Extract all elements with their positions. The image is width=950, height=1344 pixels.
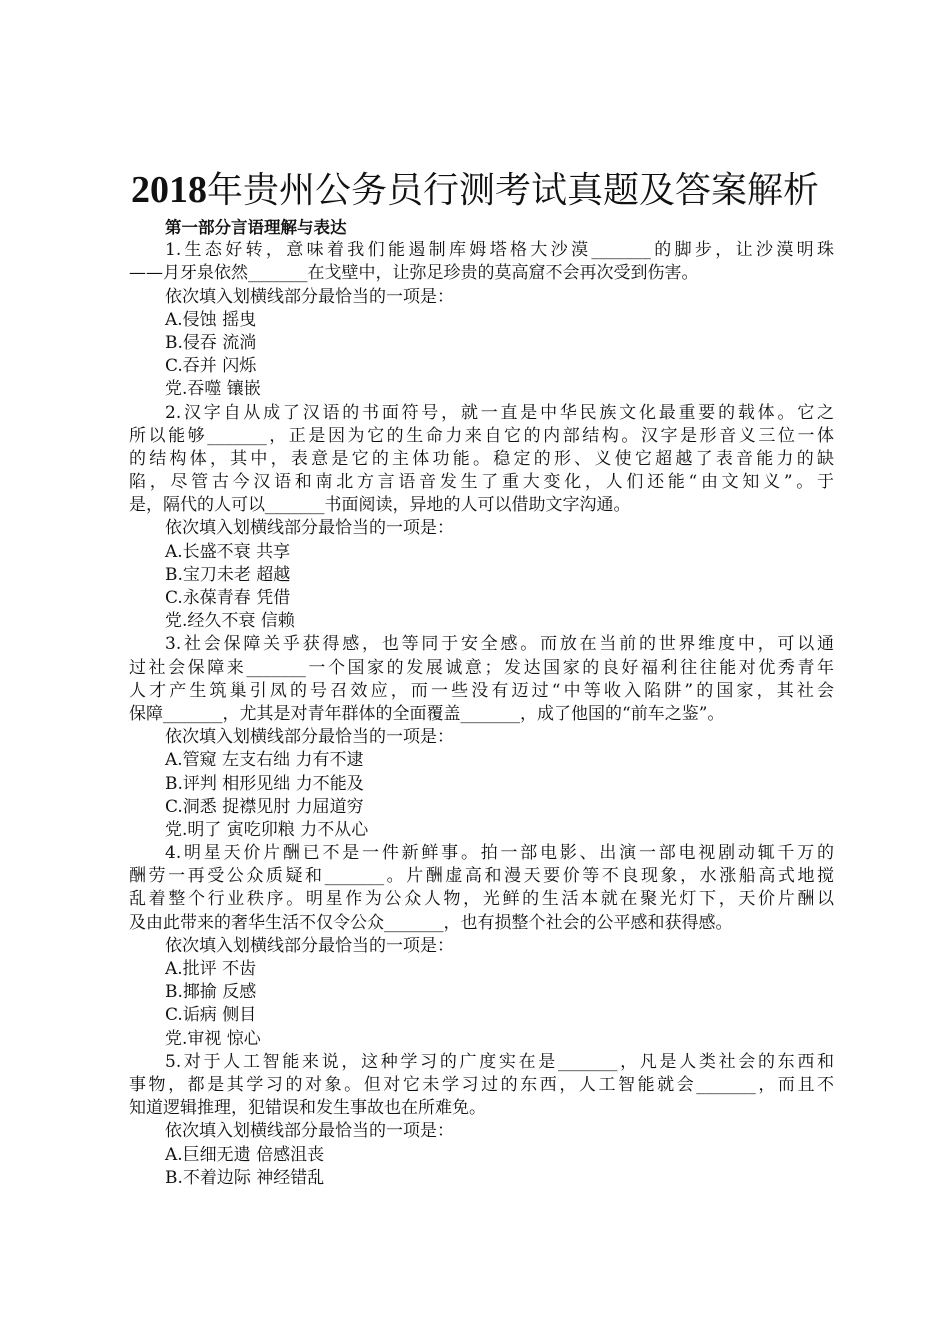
question-3-option-c: C.洞悉 捉襟见肘 力屈道穷 bbox=[165, 796, 364, 817]
question-1-option-a: A.侵蚀 摇曳 bbox=[165, 309, 257, 330]
question-3-option-d: 党.明了 寅吃卯粮 力不从心 bbox=[165, 819, 369, 840]
question-2 bbox=[129, 402, 834, 634]
question-5-prompt: 依次填入划横线部分最恰当的一项是： bbox=[165, 1121, 454, 1142]
question-5-option-b: B.不着边际 神经错乱 bbox=[165, 1167, 325, 1188]
question-3-line-4: 保障_______，尤其是对青年群体的全面覆盖_______，成了他国的“前车之鉴”。 bbox=[129, 703, 725, 724]
question-4-line-3: 乱着整个行业秩序。明星作为公众人物，光鲜的生活本就在聚光灯下，天价片酬以 bbox=[129, 889, 834, 910]
question-4-option-b: B.揶揄 反感 bbox=[165, 982, 257, 1003]
question-2-line-2: 所以能够_______，正是因为它的生命力来自它的内部结构。汉字是形音义三位一体 bbox=[129, 425, 834, 446]
question-5 bbox=[129, 1051, 834, 1190]
question-4-line-4: 及由此带来的奢华生活不仅令公众_______，也有损整个社会的公平感和获得感。 bbox=[129, 912, 733, 933]
question-3-line-3: 人才产生筑巢引凤的号召效应，而一些没有迈过“中等收入陷阱”的国家，其社会 bbox=[129, 680, 834, 701]
question-3-option-b: B.评判 相形见绌 力不能及 bbox=[165, 773, 364, 794]
document-body bbox=[129, 216, 834, 1190]
question-4-line-1: 4.明星天价片酬已不是一件新鲜事。拍一部电影、出演一部电视剧动辄千万的 bbox=[165, 843, 834, 864]
question-2-option-a: A.长盛不衰 共享 bbox=[165, 541, 291, 562]
question-2-line-5: 是，隔代的人可以_______书面阅读，异地的人可以借助文字沟通。 bbox=[129, 495, 631, 516]
question-4-option-a: A.批评 不齿 bbox=[165, 959, 257, 979]
question-2-option-d: 党.经久不衰 信赖 bbox=[165, 611, 295, 632]
question-3 bbox=[129, 633, 834, 842]
question-1 bbox=[129, 239, 834, 401]
question-3-line-1: 3.社会保障关乎获得感，也等同于安全感。而放在当前的世界维度中，可以通 bbox=[165, 634, 834, 655]
question-1-prompt: 依次填入划横线部分最恰当的一项是： bbox=[165, 286, 454, 307]
question-5-line-3: 知道逻辑推理，犯错误和发生事故也在所难免。 bbox=[129, 1098, 486, 1119]
section-heading: 第一部分言语理解与表达 bbox=[165, 218, 347, 237]
question-4-option-d: 党.审视 惊心 bbox=[165, 1028, 261, 1049]
question-1-option-c: C.吞并 闪烁 bbox=[165, 356, 257, 377]
question-4-option-c: C.诟病 侧目 bbox=[165, 1005, 257, 1026]
question-2-line-4: 陷，尽管古今汉语和南北方言语音发生了重大变化，人们还能“由文知义”。于 bbox=[129, 472, 834, 493]
question-5-line-2: 事物，都是其学习的对象。但对它未学习过的东西，人工智能就会_______，而且不 bbox=[129, 1074, 834, 1095]
title-text: 年贵州公务员行测考试真题及答案解析 bbox=[206, 170, 819, 211]
question-2-option-c: C.永葆青春 凭借 bbox=[165, 588, 291, 608]
question-1-option-b: B.侵吞 流淌 bbox=[165, 332, 257, 353]
question-5-line-1: 5.对于人工智能来说，这种学习的广度实在是_______，凡是人类社会的东西和 bbox=[165, 1051, 834, 1072]
question-4 bbox=[129, 842, 834, 1051]
question-2-option-b: B.宝刀未老 超越 bbox=[165, 564, 291, 585]
question-3-option-a: A.管窥 左支右绌 力有不逮 bbox=[165, 750, 364, 771]
question-1-option-d: 党.吞噬 镶嵌 bbox=[165, 379, 261, 400]
question-3-line-2: 过社会保障来_______一个国家的发展诚意；发达国家的良好福利往往能对优秀青年 bbox=[129, 657, 834, 678]
question-4-prompt: 依次填入划横线部分最恰当的一项是： bbox=[165, 935, 454, 956]
title-year: 2018 bbox=[130, 169, 207, 211]
question-1-line-2: ——月牙泉依然_______在戈壁中，让弥足珍贵的莫高窟不会再次受到伤害。 bbox=[129, 263, 699, 284]
question-2-line-3: 的结构体，其中，表意是它的主体功能。稳定的形、义使它超越了表音能力的缺 bbox=[129, 448, 834, 469]
question-4-line-2: 酬劳一再受公众质疑和_______。片酬虚高和漫天要价等不良现象，水涨船高式地搅 bbox=[129, 866, 834, 887]
question-2-line-1: 2.汉字自从成了汉语的书面符号，就一直是中华民族文化最重要的载体。它之 bbox=[165, 402, 834, 423]
question-3-prompt: 依次填入划横线部分最恰当的一项是： bbox=[165, 727, 454, 748]
question-2-prompt: 依次填入划横线部分最恰当的一项是： bbox=[165, 518, 454, 539]
question-1-line-1: 1.生态好转，意味着我们能遏制库姆塔格大沙漠_______的脚步，让沙漠明珠 bbox=[165, 240, 834, 261]
question-5-option-a: A.巨细无遗 倍感沮丧 bbox=[165, 1144, 325, 1165]
document-title bbox=[0, 166, 950, 215]
